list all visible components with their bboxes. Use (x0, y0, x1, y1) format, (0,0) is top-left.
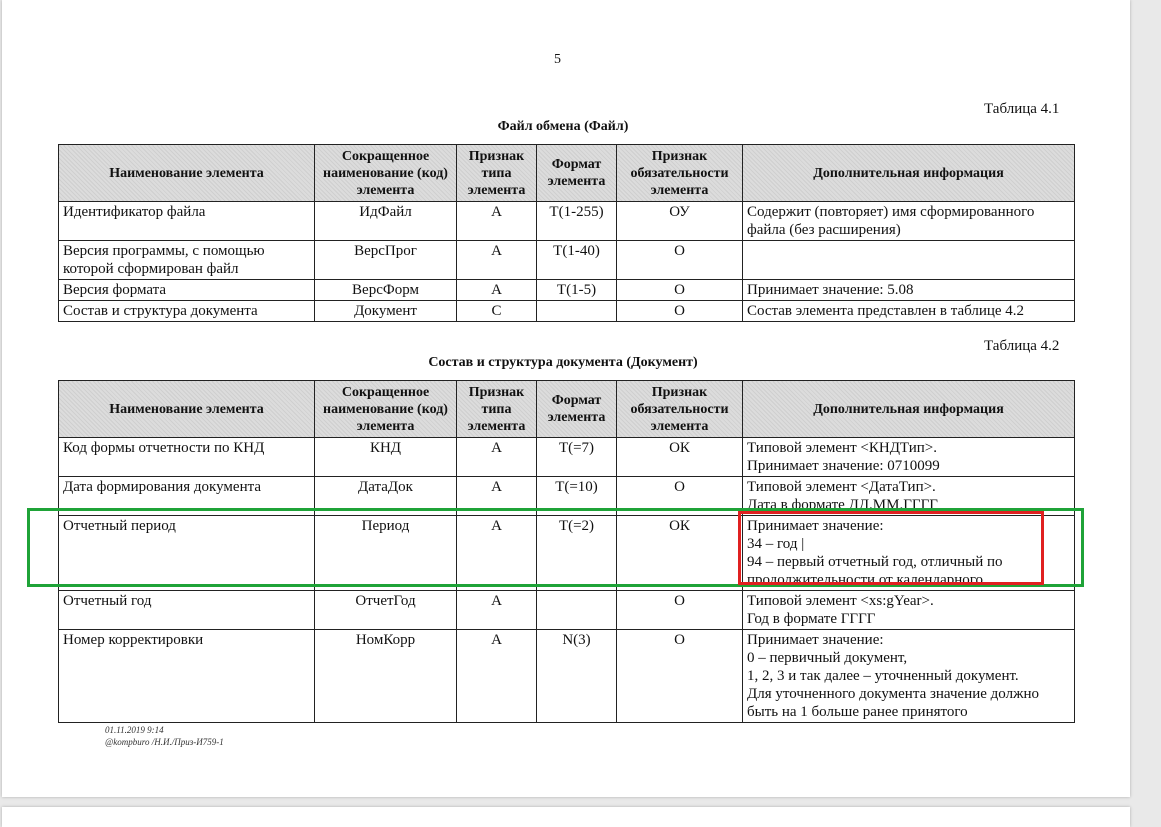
table2-header-cell: Признак обязательности элемента (617, 381, 743, 438)
table-cell: ОУ (617, 202, 743, 241)
table-cell: Период (315, 516, 457, 591)
table2-header-cell: Формат элемента (537, 381, 617, 438)
table-cell: О (617, 301, 743, 322)
table2-title: Состав и структура документа (Документ) (428, 355, 698, 370)
table-cell: Документ (315, 301, 457, 322)
table1-header-cell: Формат элемента (537, 145, 617, 202)
table-cell: О (617, 241, 743, 280)
table-cell: Содержит (повторяет) имя сформированного файла (без расширения) (743, 202, 1075, 241)
table-cell: ВерсПрог (315, 241, 457, 280)
table-row (59, 280, 1075, 301)
table-cell: Номер корректировки (59, 630, 315, 723)
table-cell: О (617, 280, 743, 301)
table-row (59, 516, 1075, 591)
table2-caption: Таблица 4.2 (984, 338, 1060, 354)
table-cell: ОтчетГод (315, 591, 457, 630)
next-page-edge (2, 807, 1130, 827)
table-cell: А (457, 516, 537, 591)
table-cell: Принимает значение: 34 – год | 94 – первый отчетный год, отличный по продолжительности от календарного (743, 516, 1075, 591)
table-cell (743, 241, 1075, 280)
table-cell: А (457, 477, 537, 516)
table-cell: Идентификатор файла (59, 202, 315, 241)
table-cell: О (617, 591, 743, 630)
table-cell: N(3) (537, 630, 617, 723)
table-cell: А (457, 438, 537, 477)
table1-header-cell: Дополнительная информация (743, 145, 1075, 202)
table-cell: А (457, 630, 537, 723)
footer-author: @kompburo /Н.И./Приз-И759-1 (105, 737, 224, 747)
footer-date: 01.11.2019 9:14 (105, 725, 164, 735)
table1-caption: Таблица 4.1 (984, 101, 1060, 117)
table-cell: ВерсФорм (315, 280, 457, 301)
table-row (59, 202, 1075, 241)
table-cell: Принимает значение: 0 – первичный документ, 1, 2, 3 и так далее – уточненный документ. Для уточненного документа значение должно быть на 1 больше ранее принятого (743, 630, 1075, 723)
table-cell: А (457, 591, 537, 630)
table-cell: НомКорр (315, 630, 457, 723)
page-number: 5 (554, 52, 561, 67)
table-cell: T(1-5) (537, 280, 617, 301)
table-cell: Версия формата (59, 280, 315, 301)
table-row (59, 630, 1075, 723)
table1 (58, 144, 1075, 322)
table-cell (537, 301, 617, 322)
table1-header-row (59, 145, 1075, 202)
table-cell: КНД (315, 438, 457, 477)
table-row (59, 591, 1075, 630)
table-cell: T(1-255) (537, 202, 617, 241)
table-cell: T(=10) (537, 477, 617, 516)
table-cell: T(=7) (537, 438, 617, 477)
table-row (59, 477, 1075, 516)
table-cell: Типовой элемент <xs:gYear>. Год в формате ГГГГ (743, 591, 1075, 630)
table-cell: Принимает значение: 5.08 (743, 280, 1075, 301)
table-cell: Отчетный период (59, 516, 315, 591)
table-cell: А (457, 202, 537, 241)
table1-header-cell: Признак обязательности элемента (617, 145, 743, 202)
footer (105, 724, 224, 748)
viewer-margin (1138, 0, 1161, 819)
table-cell: Код формы отчетности по КНД (59, 438, 315, 477)
table-cell: Дата формирования документа (59, 477, 315, 516)
table-row (59, 301, 1075, 322)
table-cell: А (457, 241, 537, 280)
table-cell: T(1-40) (537, 241, 617, 280)
table-row (59, 241, 1075, 280)
table-cell: T(=2) (537, 516, 617, 591)
table-cell: Отчетный год (59, 591, 315, 630)
table-cell: Версия программы, с помощью которой сформирован файл (59, 241, 315, 280)
table1-header-cell: Признак типа элемента (457, 145, 537, 202)
table-cell: О (617, 477, 743, 516)
table-cell: Типовой элемент <КНДТип>. Принимает значение: 0710099 (743, 438, 1075, 477)
table2-header-cell: Наименование элемента (59, 381, 315, 438)
table-cell: Состав элемента представлен в таблице 4.2 (743, 301, 1075, 322)
table2-header-row (59, 381, 1075, 438)
table-cell: Типовой элемент <ДатаТип>. Дата в формате ДД.ММ.ГГГГ (743, 477, 1075, 516)
table2 (58, 380, 1075, 723)
table-cell: С (457, 301, 537, 322)
table-cell: ДатаДок (315, 477, 457, 516)
table2-header-cell: Сокращенное наименование (код) элемента (315, 381, 457, 438)
table-cell: Состав и структура документа (59, 301, 315, 322)
table2-header-cell: Признак типа элемента (457, 381, 537, 438)
table-cell: ОК (617, 438, 743, 477)
table1-title: Файл обмена (Файл) (497, 119, 629, 134)
table-cell: А (457, 280, 537, 301)
table-cell: ОК (617, 516, 743, 591)
table-cell (537, 591, 617, 630)
table1-header-cell: Наименование элемента (59, 145, 315, 202)
table-cell: О (617, 630, 743, 723)
table-cell: ИдФайл (315, 202, 457, 241)
table1-header-cell: Сокращенное наименование (код) элемента (315, 145, 457, 202)
table2-header-cell: Дополнительная информация (743, 381, 1075, 438)
table-row (59, 438, 1075, 477)
